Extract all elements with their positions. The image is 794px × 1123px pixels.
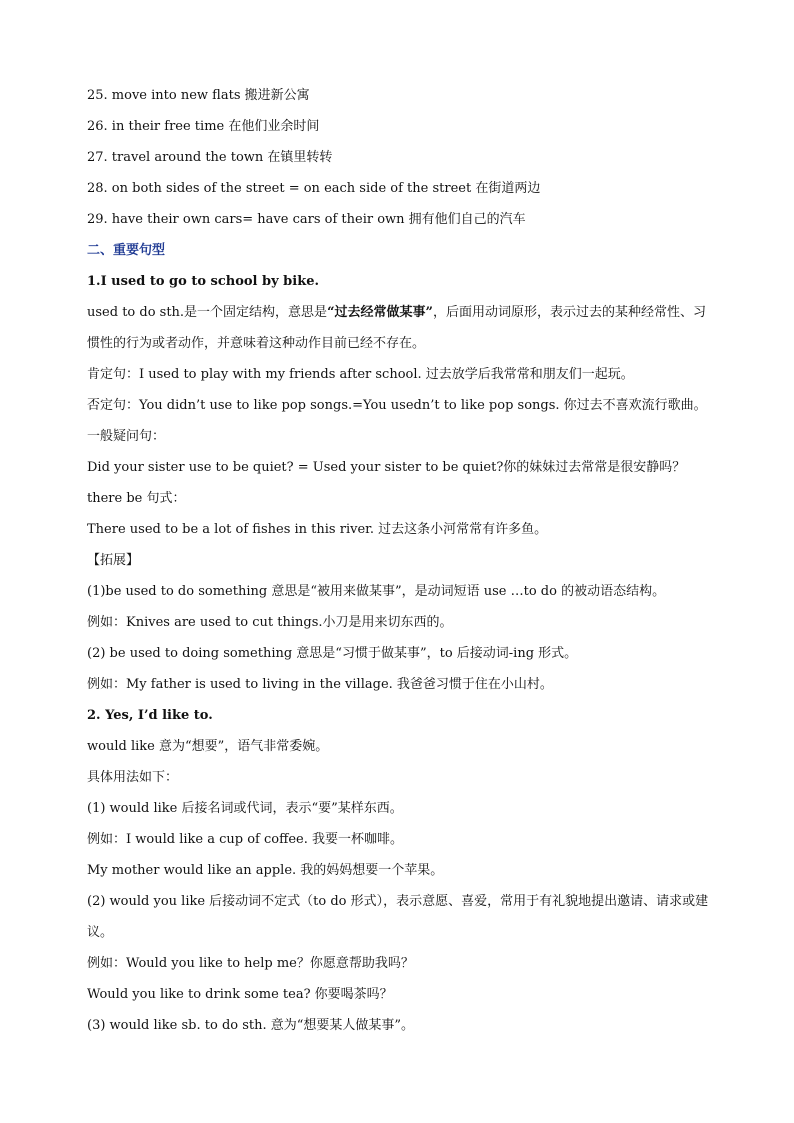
sentence-heading-1: 1.I used to go to school by bike. (87, 274, 320, 289)
negative-example: 否定句：You didn’t use to like pop songs.=You usedn’t to like pop songs. 你过去不喜欢流行歌曲。 (87, 398, 707, 413)
document-body (87, 80, 712, 1041)
sentence-heading-2: 2. Yes, I’d like to. (87, 708, 213, 723)
used-to-explanation-emphasis: “过去经常做某事” (327, 305, 434, 320)
question-label: 一般疑问句： (87, 429, 166, 444)
usage-label: 具体用法如下： (87, 770, 179, 785)
used-to-explanation-rest: ，后面用动词原形，表示过去的某种经常性、习惯性的行为或者动作，并意味着这种动作目前已经不存在。 (87, 305, 707, 351)
extension-heading: 【拓展】 (87, 553, 140, 568)
question-example: Did your sister use to be quiet? = Used your sister to be quiet?你的妹妹过去常常是很安静吗？ (87, 460, 686, 475)
extension-point-2: (2) be used to doing something 意思是“习惯于做某事”，to 后接动词-ing 形式。 (87, 646, 578, 661)
used-to-explanation-text: used to do sth.是一个固定结构，意思是 (87, 305, 328, 320)
usage-example-2a: 例如：Would you like to help me？你愿意帮助我吗？ (87, 956, 414, 971)
usage-point-3: (3) would like sb. to do sth. 意为“想要某人做某事”。 (87, 1018, 415, 1033)
section-heading-key-sentences: 二、重要句型 (87, 243, 166, 258)
usage-point-2: (2) would you like 后接动词不定式（to do 形式），表示意愿、喜爱，常用于有礼貌地提出邀请、请求或建议。 (87, 894, 709, 940)
there-be-label: there be 句式： (87, 491, 186, 506)
phrase-28: 28. on both sides of the street = on each side of the street 在街道两边 (87, 181, 541, 196)
phrase-25: 25. move into new flats 搬进新公寓 (87, 88, 310, 103)
extension-example-2: 例如：My father is used to living in the village. 我爸爸习惯于住在小山村。 (87, 677, 553, 692)
used-to-explanation (87, 297, 712, 359)
phrase-29: 29. have their own cars= have cars of their own 拥有他们自己的汽车 (87, 212, 526, 227)
usage-example-1b: My mother would like an apple. 我的妈妈想要一个苹果。 (87, 863, 444, 878)
usage-example-2b: Would you like to drink some tea? 你要喝茶吗？ (87, 987, 393, 1002)
affirmative-example: 肯定句：I used to play with my friends after school. 过去放学后我常常和朋友们一起玩。 (87, 367, 634, 382)
phrase-26: 26. in their free time 在他们业余时间 (87, 119, 320, 134)
usage-example-1a: 例如：I would like a cup of coffee. 我要一杯咖啡。 (87, 832, 403, 847)
extension-point-1: (1)be used to do something 意思是“被用来做某事”，是动词短语 use …to do 的被动语态结构。 (87, 584, 666, 599)
extension-example-1: 例如：Knives are used to cut things.小刀是用来切东西的。 (87, 615, 453, 630)
usage-point-1: (1) would like 后接名词或代词，表示“要”某样东西。 (87, 801, 403, 816)
there-be-example: There used to be a lot of fishes in this river. 过去这条小河常常有许多鱼。 (87, 522, 548, 537)
phrase-27: 27. travel around the town 在镇里转转 (87, 150, 333, 165)
would-like-meaning: would like 意为“想要”，语气非常委婉。 (87, 739, 329, 754)
